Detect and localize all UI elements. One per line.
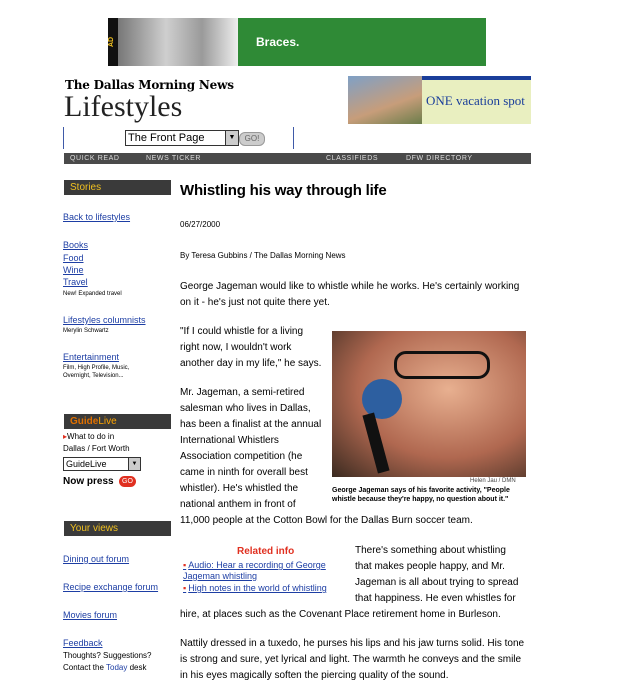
guide-dallas: Dallas / Fort Worth	[63, 444, 130, 453]
entertainment-note: Overnight, Television...	[63, 373, 124, 379]
guide-select[interactable]	[63, 457, 141, 471]
paragraph: hire, at places such as the Covenant Place retirement home in Burleson.	[180, 609, 501, 620]
bullet-icon: ▸	[63, 432, 68, 441]
microphone-handle	[362, 412, 389, 473]
travel-link[interactable]: Travel	[63, 277, 88, 287]
related-info-heading: Related info	[237, 546, 295, 557]
dining-forum-link[interactable]: Dining out forum	[63, 554, 130, 564]
bullet-icon: ▪	[183, 583, 187, 593]
ad-text: ONE vacation spot	[426, 93, 525, 108]
guide-select-value: GuideLive	[66, 459, 107, 469]
movies-forum-link[interactable]: Movies forum	[63, 610, 118, 620]
divider	[63, 127, 64, 149]
article-date: 06/27/2000	[180, 220, 221, 229]
nav-classifieds[interactable]: CLASSIFIEDS	[326, 155, 379, 162]
related-link-high-notes[interactable]: ▪ High notes in the world of whistling	[183, 583, 327, 593]
nav-quick-read[interactable]: QUICK READ	[70, 155, 120, 162]
wine-link[interactable]: Wine	[63, 265, 84, 275]
banner-ad[interactable]	[108, 18, 486, 66]
ad-photo	[118, 18, 238, 66]
related-link-audio-2[interactable]: Jageman whistling	[183, 571, 258, 581]
chevron-down-icon[interactable]: ▼	[128, 458, 140, 470]
article-photo[interactable]	[332, 331, 526, 477]
guide-what-to-do: ▸What to do in	[63, 432, 115, 441]
paragraph: "If I could whistle for a living right now, I wouldn't work another day in my life," he says.	[180, 326, 322, 369]
section-select-value: The Front Page	[128, 132, 205, 144]
contact-today: Contact the Today desk	[63, 663, 147, 672]
recipe-forum-link[interactable]: Recipe exchange forum	[63, 582, 159, 592]
guidelive-logo-2: Live	[98, 416, 117, 427]
ad-photo	[348, 76, 422, 124]
travel-note: New! Expanded travel	[63, 291, 122, 297]
photo-caption: George Jageman says of his favorite activity, "People whistle because they're happy, no question about it."	[332, 487, 510, 503]
paragraph: There's something about whistling that makes people happy, and Mr. Jageman is all about trying to spread that happiness. He even whistles for	[355, 545, 519, 604]
ad-text: Braces.	[256, 35, 300, 49]
columnists-note: Merylin Schwartz	[63, 328, 109, 334]
feedback-note: Thoughts? Suggestions?	[63, 651, 152, 660]
paragraph: George Jageman would like to whistle while he works. He's certainly working on it - he's just not quite there yet.	[180, 281, 520, 308]
section-title: Lifestyles	[64, 90, 183, 123]
paragraph: 11,000 people at the Cotton Bowl for the Dallas Burn soccer team.	[180, 515, 473, 526]
back-to-lifestyles-link[interactable]: Back to lifestyles	[63, 212, 131, 222]
chevron-down-icon[interactable]: ▼	[225, 131, 238, 145]
guidelive-logo-1: Guide	[70, 416, 99, 427]
columnists-link[interactable]: Lifestyles columnists	[63, 315, 146, 325]
paragraph: Nattily dressed in a tuxedo, he purses his lips and his jaw turns solid. His tone is strong and sure, yet lyrical and light. The warmth he conveys and the smile in his eyes magically soften the piercing quality of the sound.	[180, 638, 525, 681]
nav-news-ticker[interactable]: NEWS TICKER	[146, 155, 202, 162]
vacation-ad[interactable]	[348, 76, 531, 124]
ad-bar	[422, 76, 531, 80]
entertainment-link[interactable]: Entertainment	[63, 352, 120, 362]
divider	[293, 127, 294, 149]
article-headline: Whistling his way through life	[180, 182, 387, 199]
now-press-label: Now press	[63, 476, 114, 487]
books-link[interactable]: Books	[63, 240, 89, 250]
food-link[interactable]: Food	[63, 253, 84, 263]
photo-credit: Helen Jau / DMN	[470, 478, 516, 484]
related-link-audio[interactable]: ▪ Audio: Hear a recording of George	[183, 560, 326, 570]
bullet-icon: ▪	[183, 560, 187, 570]
paragraph: Mr. Jageman, a semi-retired salesman who lives in Dallas, has been a finalist at the annual International Whistlers Association competition (he came in ninth for overall best whistler). He's whistled the national anthem in front of	[180, 387, 322, 510]
guidelive-heading	[64, 414, 171, 429]
go-button[interactable]: GO!	[239, 132, 265, 146]
nav-bar	[64, 153, 531, 164]
guide-go-button[interactable]: GO	[119, 476, 136, 487]
stories-heading: Stories	[64, 180, 171, 195]
ad-tag: AD	[108, 18, 118, 66]
nav-dfw-directory[interactable]: DFW DIRECTORY	[406, 155, 473, 162]
section-select[interactable]	[125, 130, 239, 146]
article-byline: By Teresa Gubbins / The Dallas Morning News	[180, 251, 346, 260]
brand-logo[interactable]: The Dallas Morning News	[65, 78, 234, 92]
entertainment-note: Film, High Profile, Music,	[63, 365, 130, 371]
feedback-link[interactable]: Feedback	[63, 638, 103, 648]
your-views-heading: Your views	[64, 521, 171, 536]
glasses	[394, 351, 490, 379]
today-desk-link[interactable]: Today	[106, 663, 128, 672]
